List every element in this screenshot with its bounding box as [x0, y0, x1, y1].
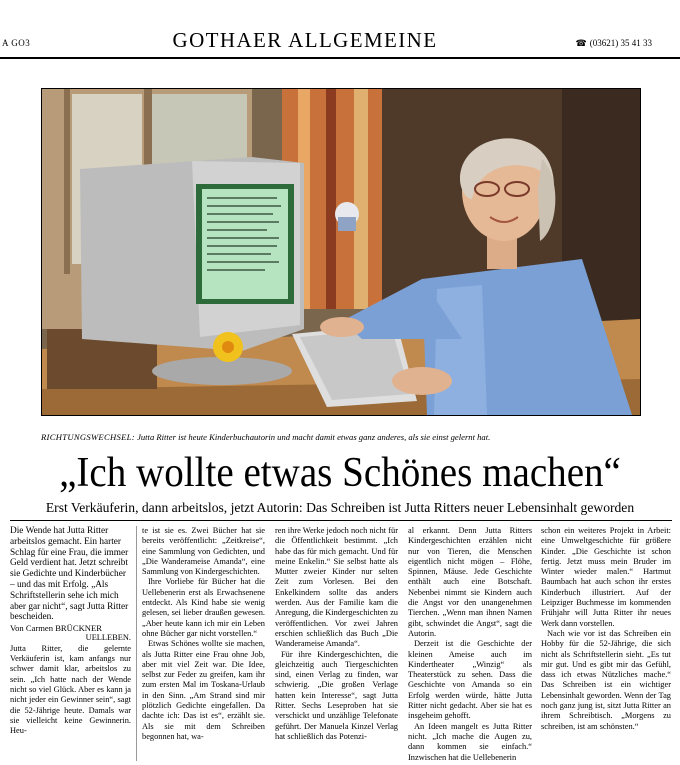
article-intro: Die Wende hat Jutta Ritter arbeitslos gemacht. Ein harter Schlag für eine Frau, die immer Geld verdient hat. Jetzt schreibt sie Gedichte und Kinderbücher – und das mit Erfolg. „Als Schriftstellerin sehe ich mich aber gar nicht“, sagt Jutta Ritter bescheiden. [10, 526, 129, 623]
paragraph: te ist sie es. Zwei Bücher hat sie bereits veröffentlicht: „Zeitkreise“, eine Sammlung von Gedichten, und „Die Wanderameise Amanda“, eine Sammlung von Kindergeschichten. [142, 526, 265, 577]
paragraph: schon ein weiteres Projekt in Arbeit: eine Umweltgeschichte für größere Kinder. „Die Geschichte ist schon fertig. Jetzt muss mein Bruder im Winter wieder malen.“ Hartmut Baumbach hat auch schon ihr erstes Kinderbuch illustriert. Auf der Leipziger Buchmesse im kommenden Frühjahr will Jutta Ritter ihr neues Werk dann vorstellen. [541, 526, 671, 628]
article-photo [41, 88, 641, 416]
subhead-rule [10, 520, 672, 521]
paragraph: Nach wie vor ist das Schreiben ein Hobby für die 52-Jährige, die sich nicht als Schriftstellerin sieht. „Es tut mir gut. Und es gibt mir das Gefühl, dass ich etwas Nützliches mache.“ Das Schreiben ist ein wichtiger Lebensinhalt geworden. Wenn der Tag noch ganz jung ist, sitzt Jutta Ritter an ihrem Schreibtisch. „Morgens zu schreiben, ist am schönsten.“ [541, 628, 671, 731]
woman-at-computer-photo [42, 89, 640, 415]
paragraph: Für ihre Kindergeschichten, die gleichzeitig auch Tiergeschichten sind, einen Verlag zu finden, war schwierig. „Die großen Verlage hatten kein Interesse“, sagt Jutta Ritter. Sechs Leseproben hat sie verschickt und unzählige Telefonate geführt. Der Manuela Kinzel Verlag hat schließlich das Potenzi- [275, 649, 398, 741]
paragraph: Derzeit ist die Geschichte der kleinen Ameise auch im Kindertheater „Winzig“ als Theaterstück zu sehen. Dass die Geschichte von Amanda so ein Erfolg werden würde, hätte Jutta Ritter nicht gedacht. Aber sie hat es insgeheim gehofft. [408, 639, 532, 721]
paragraph: Etwas Schönes wollte sie machen, als Jutta Ritter eine Frau ohne Job, aber mit viel Zeit war. Die Idee, selbst zur Feder zu greifen, kam ihr zum ersten Mal im Toskana-Urlaub in den Sinn. „Am Strand sind mir plötzlich Gedichte eingefallen. Da dachte ich: Das ist es“, erzählt sie. Als sie mit dem Schreiben begonnen hat, wa- [142, 639, 265, 741]
paragraph: Ihre Vorliebe für Bücher hat die Uellebenerin erst als Erwachsenene entdeckt. Als Kind habe sie wenig gelesen, sei lieber draußen gewesen. „Aber heute kann ich mir ein Leben ohne Bücher gar nicht vorstellen.“ [142, 577, 265, 638]
column-divider [136, 526, 137, 761]
article-column-3 [275, 526, 398, 742]
article-column-4 [408, 526, 532, 763]
newspaper-name: GOTHAER ALLGEMEINE [172, 28, 438, 52]
article-column-5 [541, 526, 671, 732]
caption-kicker: RICHTUNGSWECHSEL: [41, 432, 135, 442]
photo-caption [41, 432, 641, 442]
paragraph: An Ideen mangelt es Jutta Ritter nicht. „Ich mache die Augen zu, dann kommen sie einfach.“ Inzwischen hat die Uellebenerin [408, 721, 532, 762]
masthead-rule [0, 57, 680, 59]
masthead [0, 0, 680, 58]
byline: Von Carmen BRÜCKNER [10, 623, 102, 634]
paragraph: al erkannt. Denn Jutta Ritters Kindergeschichten erzählen nicht nur von Tieren, die Menschen eigentlich nicht mögen – Flöhe, Spinnen, Mäuse. Jede Geschichte enthält auch eine Botschaft. Nebenbei nimmt sie Kindern auch die Angst vor den unangenehmen Tierchen. „Wenn man ihnen Namen gibt, schwindet die Angst“, sagt die Autorin. [408, 526, 532, 638]
article-column-1 [10, 526, 131, 736]
dateline: UELLEBEN. [85, 633, 131, 643]
page-number: A GO3 [2, 38, 31, 48]
telephone-icon: ☎ [575, 38, 587, 48]
article-column-2 [142, 526, 265, 742]
paragraph: Jutta Ritter, die gelernte Verkäuferin ist, kam anfangs nur schwer damit klar, arbeitslos zu sein. „Ich hatte nach der Wende nicht so viel Glück. Aber es kann ja nicht jeder ein Gewinner sein“, sagt die 52-Jährige heute. Damals war sie vielleicht keine Gewinnerin. Heu- [10, 643, 131, 736]
phone-number: ☎ (03621) 35 41 33 [575, 38, 652, 48]
caption-text: Jutta Ritter ist heute Kinderbuchautorin und macht damit etwas ganz anderes, als sie einst gelernt hat. [137, 432, 491, 442]
subheadline: Erst Verkäuferin, dann arbeitslos, jetzt Autorin: Das Schreiben ist Jutta Ritters neuer Lebensinhalt geworden [45, 500, 635, 515]
paragraph: ren ihre Werke jedoch noch nicht für die Öffentlichkeit bestimmt. „Ich habe das für mich gemacht. Und für meine Enkelin.“ Sie selbst hatte als Mutter zweier Kinder nur selten Zeit zum Vorlesen. Bei den Enkelkindern sollte das anders werden. Aus der Familie kam die Anregung, die Kindergeschichten zu veröffentlichen. Vor zwei Jahren erschien schließlich das Buch „Die Wanderameise Amanda“. [275, 526, 398, 649]
headline: „Ich wollte etwas Schönes machen“ [59, 450, 621, 496]
